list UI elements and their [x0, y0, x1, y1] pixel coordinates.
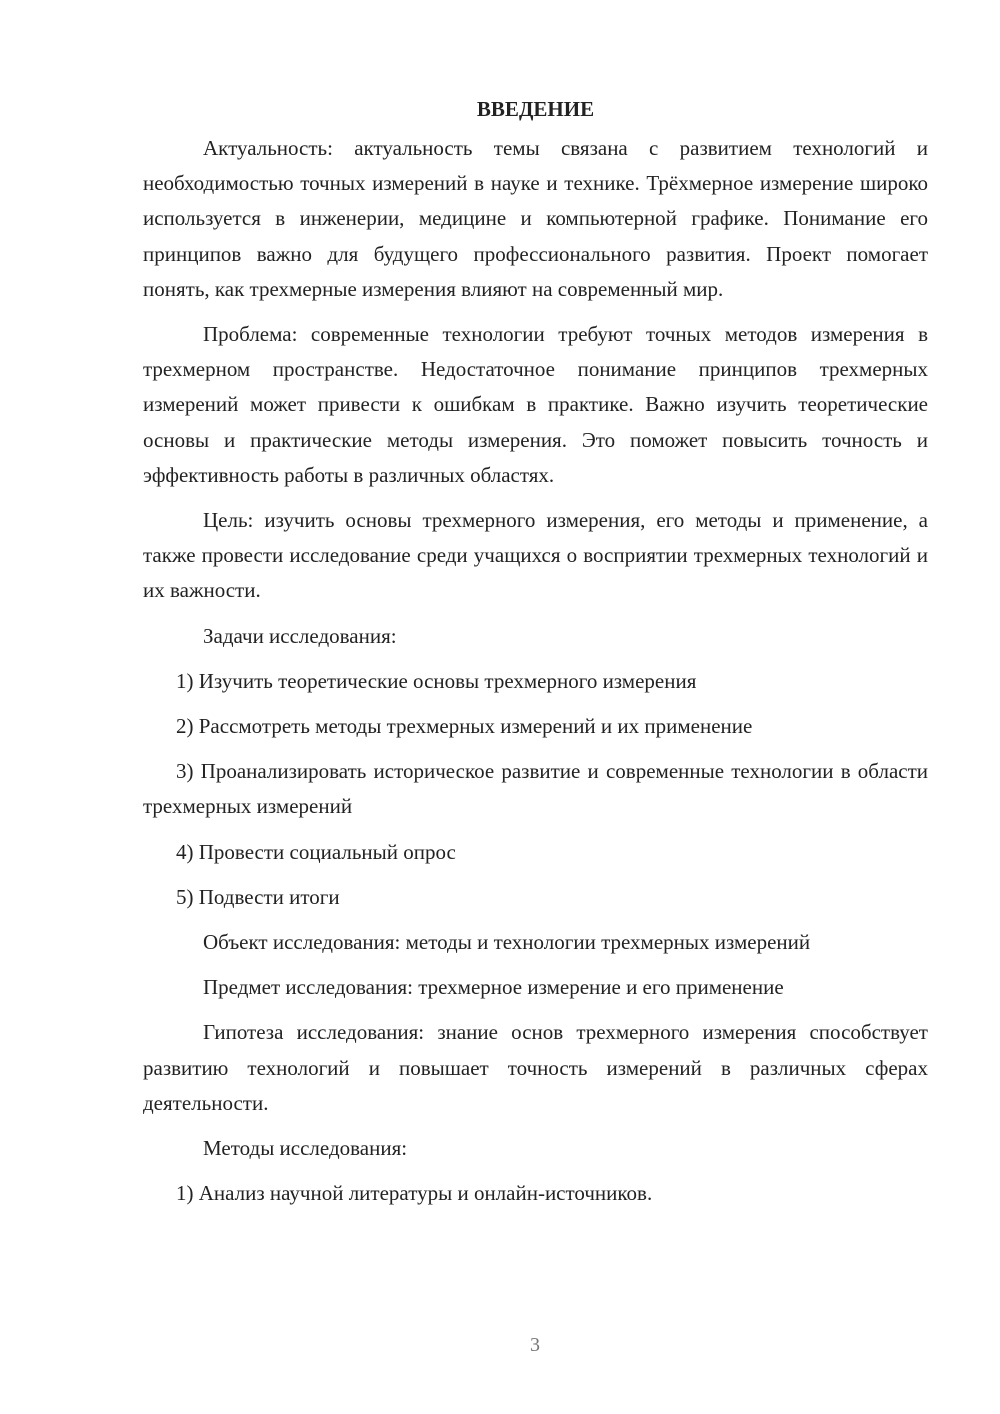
- problem-paragraph: Проблема: современные технологии требуют точных методов измерения в трехмерном пространстве. Недостаточное понимание принципов трехмерных измерений может привести к ошибкам в практике. Важно изучить теоретические основы и практические методы измерения. Это поможет повысить точность и эффективность работы в различных областях.: [143, 322, 928, 487]
- relevance-paragraph: Актуальность: актуальность темы связана с развитием технологий и необходимостью точных измерений в науке и технике. Трёхмерное измерение широко используется в инженерии, медицине и компьютерной графике. Понимание его принципов важно для будущего профессионального развития. Проект помогает понять, как трехмерные измерения влияют на современный мир.: [143, 136, 928, 301]
- task-item-3: 3) Проанализировать историческое развитие и современные технологии в области трехмерных измерений: [143, 759, 928, 819]
- object-paragraph: Объект исследования: методы и технологии трехмерных измерений: [203, 930, 811, 955]
- document-page: [143, 92, 928, 1221]
- page-number: 3: [530, 1334, 540, 1356]
- task-item-5: 5) Подвести итоги: [176, 884, 340, 909]
- goal-paragraph: Цель: изучить основы трехмерного измерения, его методы и применение, а также провести исследование среди учащихся о восприятии трехмерных технологий и их важности.: [143, 508, 928, 603]
- hypothesis-paragraph: Гипотеза исследования: знание основ трехмерного измерения способствует развитию технологий и повышает точность измерений в различных сферах деятельности.: [143, 1020, 928, 1115]
- document-title: ВВЕДЕНИЕ: [476, 97, 595, 121]
- task-item-4: 4) Провести социальный опрос: [176, 839, 456, 864]
- methods-heading: Методы исследования:: [203, 1136, 408, 1161]
- tasks-heading: Задачи исследования:: [203, 623, 397, 648]
- task-item-1: 1) Изучить теоретические основы трехмерного измерения: [176, 668, 697, 693]
- task-item-2: 2) Рассмотреть методы трехмерных измерений и их применение: [176, 714, 753, 739]
- method-item-1: 1) Анализ научной литературы и онлайн-источников.: [176, 1181, 653, 1206]
- subject-paragraph: Предмет исследования: трехмерное измерение и его применение: [203, 975, 784, 1000]
